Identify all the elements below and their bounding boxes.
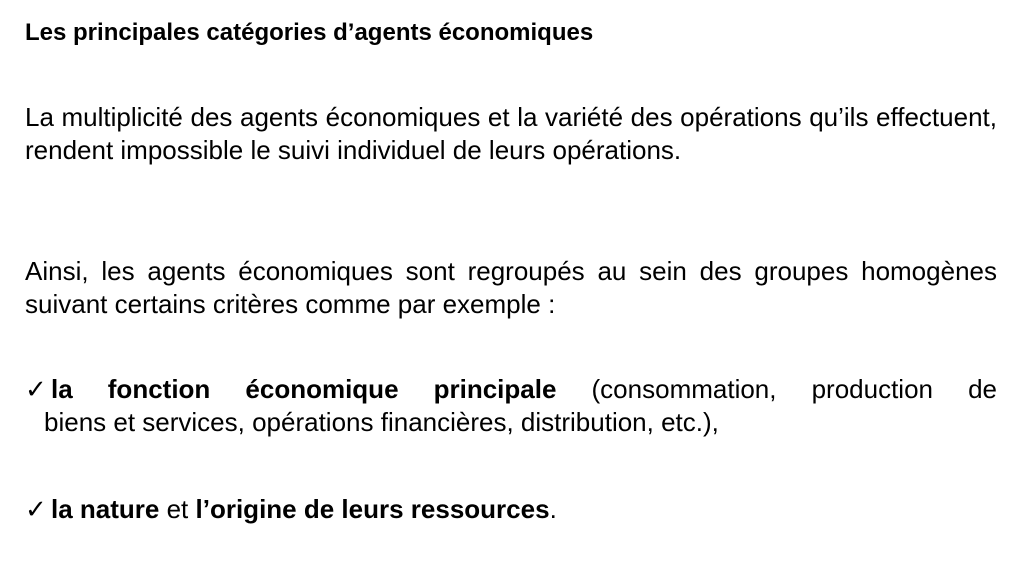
checkmark-icon: ✓ — [25, 374, 47, 404]
bullet-resources-end: . — [549, 494, 557, 524]
bullet-economic-function-line1 — [25, 373, 997, 406]
paragraph-multiplicity: La multiplicité des agents économiques et la variété des opérations qu’ils effectuent, rendent impossible le suivi individuel de leurs opérations. — [25, 102, 997, 165]
checkmark-icon: ✓ — [25, 494, 47, 524]
bullet-economic-function-line2: biens et services, opérations financières, distribution, etc.), — [44, 407, 719, 437]
bullet-economic-function — [25, 373, 997, 439]
paragraph-grouping: Ainsi, les agents économiques sont regroupés au sein des groupes homogènes suivant certains critères comme par exemple : — [25, 256, 997, 319]
bullet-resources-connector: et — [159, 494, 196, 524]
bullet-resources-bold-origin: l’origine de leurs ressources — [195, 494, 550, 524]
bullet-resources-bold-nature: la nature — [51, 494, 160, 524]
bullet-economic-function-bold: la fonction économique principale — [51, 374, 557, 404]
slide-title: Les principales catégories d’agents économiques — [25, 19, 594, 46]
bullet-resources — [25, 493, 997, 526]
bullet-economic-function-text: (consommation, production de — [556, 374, 998, 404]
